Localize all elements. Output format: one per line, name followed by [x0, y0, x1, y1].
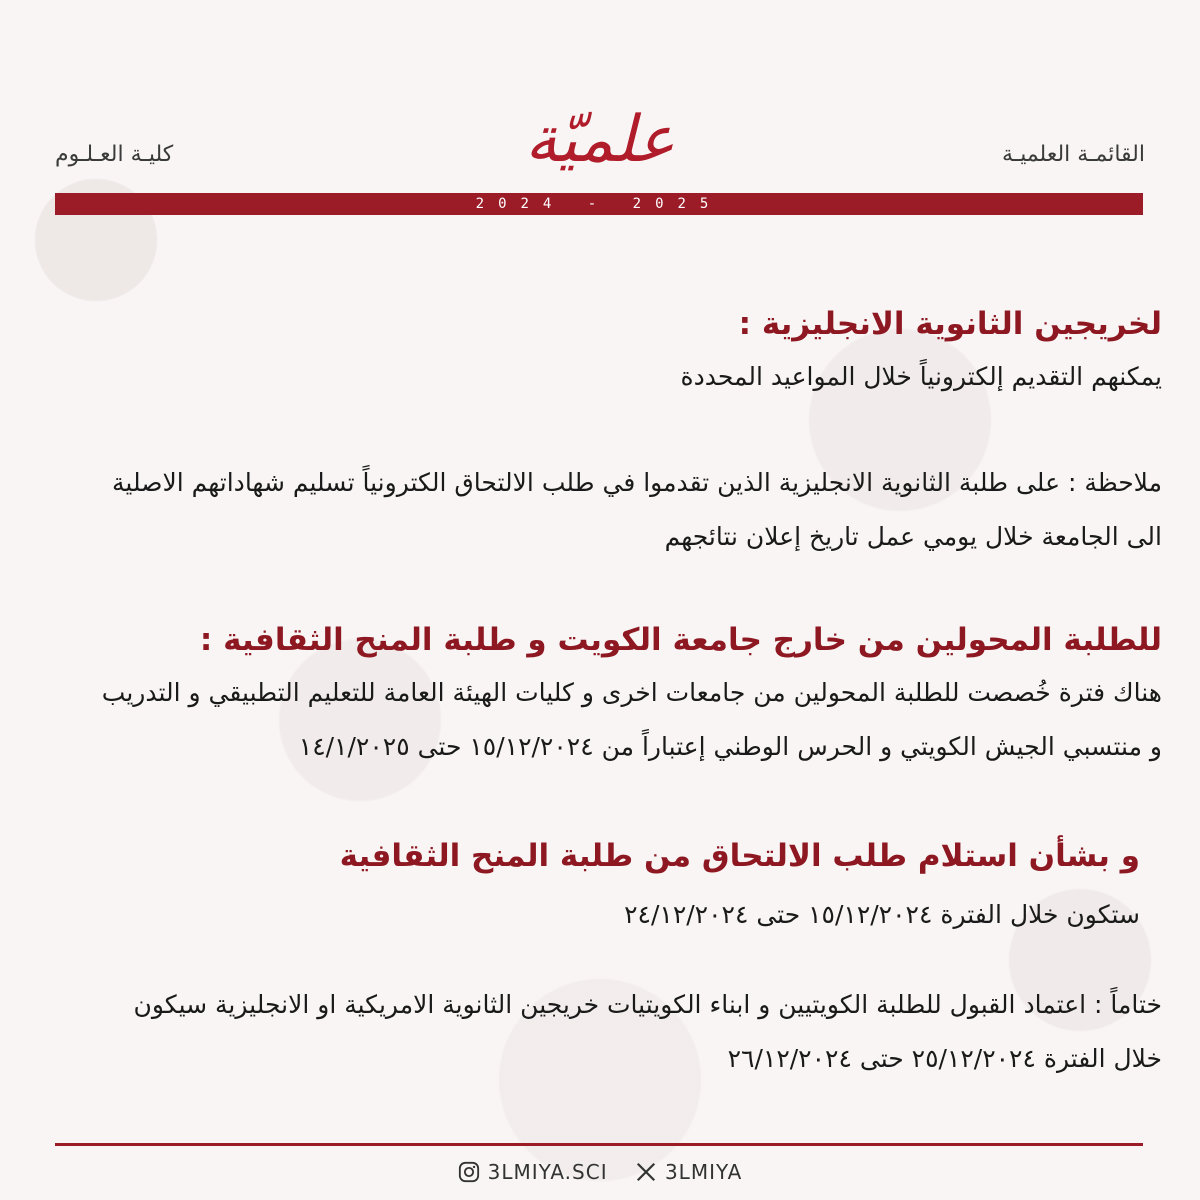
- header-right-label: القائمـة العلميـة: [1001, 142, 1145, 167]
- x-icon: [635, 1161, 657, 1183]
- paragraph-apply-online: يمكنهم التقديم إلكترونياً خلال المواعيد المحددة: [680, 362, 1162, 391]
- header-left-label: كليـة العـلـوم: [55, 142, 174, 167]
- instagram-link[interactable]: [458, 1160, 608, 1184]
- footer: [0, 1158, 1200, 1190]
- paragraph-closing-line1: ختاماً : اعتماد القبول للطلبة الكويتيين و ابناء الكويتيات خريجين الثانوية الامريكية او الانجليزية سيكون: [133, 990, 1162, 1019]
- section-heading-english-school: لخريجين الثانوية الانجليزية :: [738, 306, 1162, 342]
- paragraph-transfer-line1: هناك فترة خُصصت للطلبة المحولين من جامعات اخرى و كليات الهيئة العامة للتعليم التطبيقي و التدريب: [101, 678, 1162, 707]
- section-heading-scholarship: و بشأن استلام طلب الالتحاق من طلبة المنح الثقافية: [339, 838, 1140, 874]
- paragraph-transfer-line2: و منتسبي الجيش الكويتي و الحرس الوطني إعتباراً من ١٥/١٢/٢٠٢٤ حتى ١٤/١/٢٠٢٥: [298, 732, 1162, 761]
- paragraph-note-line2: الى الجامعة خلال يومي عمل تاريخ إعلان نتائجهم: [664, 522, 1162, 551]
- paragraph-scholarship-period: ستكون خلال الفترة ١٥/١٢/٢٠٢٤ حتى ٢٤/١٢/٢٠٢٤: [624, 900, 1140, 929]
- x-link[interactable]: [635, 1160, 742, 1184]
- section-heading-transfer-students: للطلبة المحولين من خارج جامعة الكويت و طلبة المنح الثقافية :: [199, 622, 1162, 658]
- paragraph-closing-line2: خلال الفترة ٢٥/١٢/٢٠٢٤ حتى ٢٦/١٢/٢٠٢٤: [727, 1044, 1162, 1073]
- instagram-icon: [458, 1161, 480, 1183]
- year-text: 2024 - 2025: [475, 196, 723, 212]
- logo: علميّة: [525, 103, 675, 177]
- x-handle: 3LMIYA: [664, 1159, 743, 1184]
- footer-divider: [55, 1143, 1143, 1146]
- instagram-handle: 3LMIYA.SCI: [487, 1159, 608, 1184]
- year-banner: [55, 193, 1143, 215]
- paragraph-note-line1: ملاحظة : على طلبة الثانوية الانجليزية الذين تقدموا في طلب الالتحاق الكترونياً تسليم شهاداتهم الاصلية: [112, 468, 1162, 497]
